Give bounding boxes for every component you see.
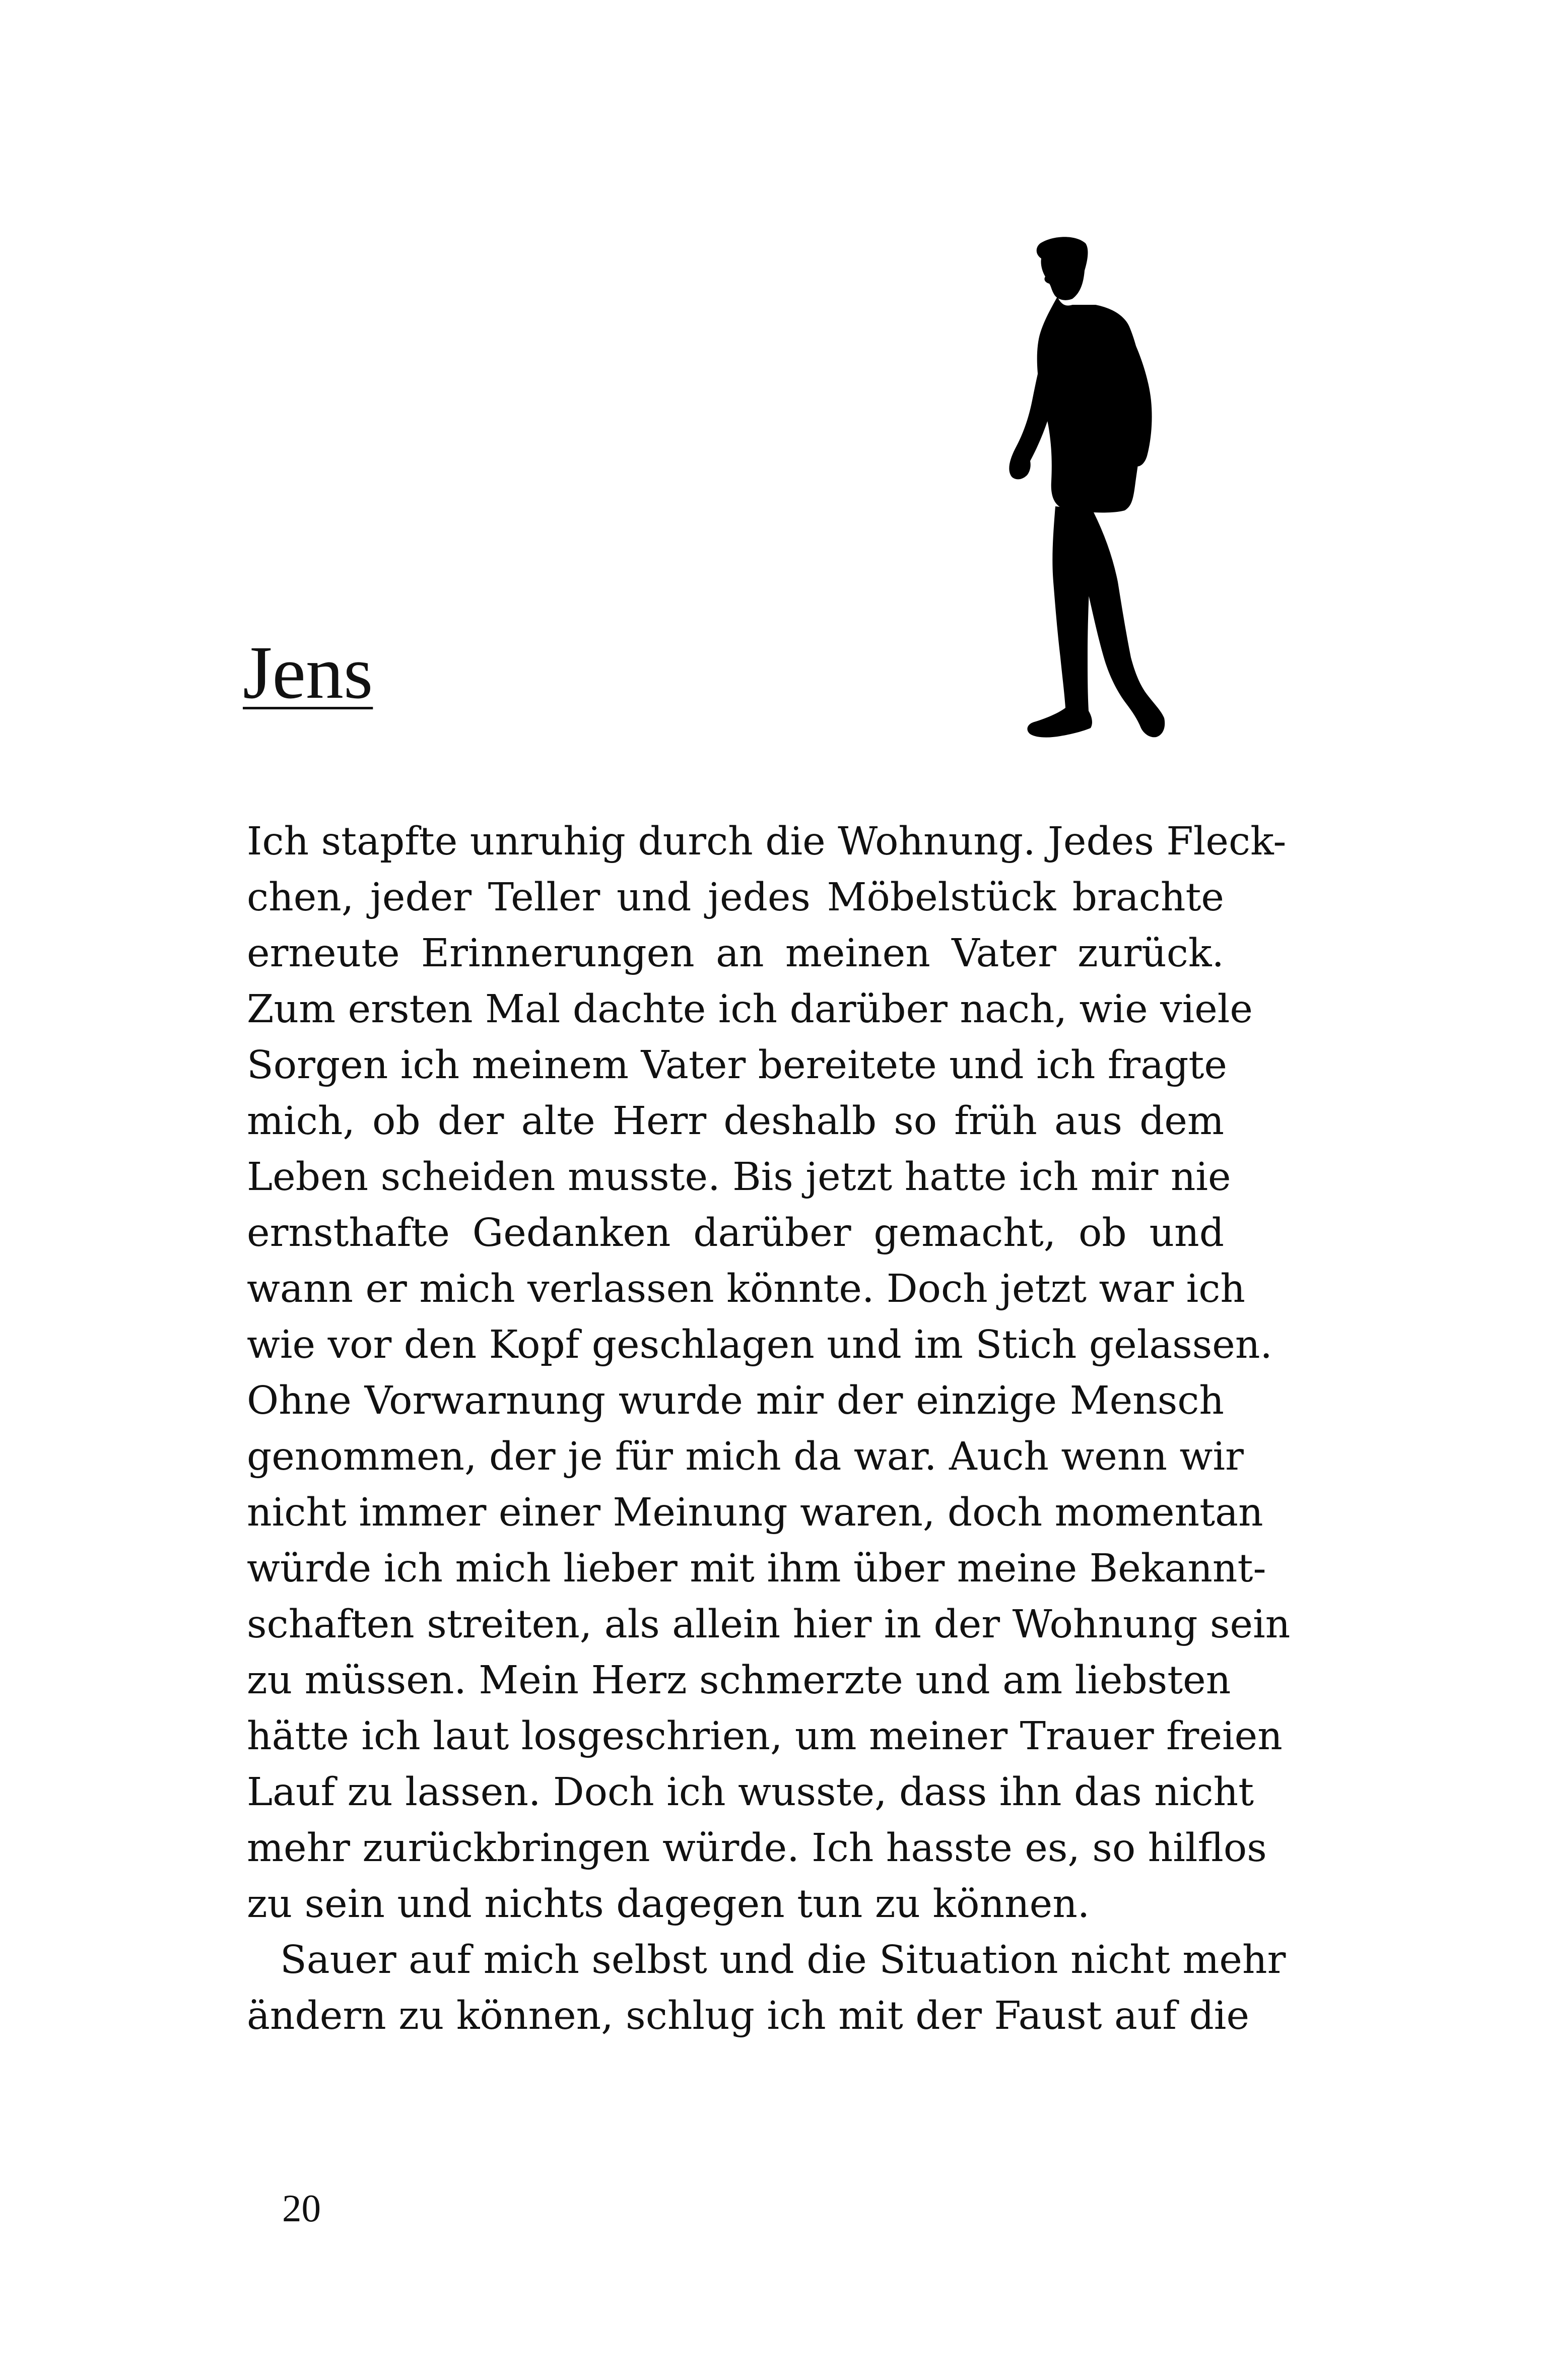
text-line: hätte ich laut losgeschrien, um meiner Trauer freien	[247, 1714, 1283, 1759]
text-line: zu sein und nichts dagegen tun zu können.	[247, 1882, 1090, 1927]
text-line: Lauf zu lassen. Doch ich wusste, dass ihn das nicht	[247, 1770, 1254, 1815]
text-line: erneute Erinnerungen an meinen Vater zurück.	[247, 931, 1224, 976]
silhouette-torso	[1037, 297, 1146, 512]
chapter-title: Jens	[243, 631, 373, 714]
text-line: mehr zurückbringen würde. Ich hasste es, so hilflos	[247, 1826, 1267, 1871]
paragraph-1	[247, 814, 1291, 1932]
paragraph-2	[247, 1932, 1286, 2044]
text-line: chen, jeder Teller und jedes Möbelstück brachte	[247, 875, 1224, 920]
text-line: genommen, der je für mich da war. Auch wenn wir	[247, 1434, 1244, 1479]
text-line: Sorgen ich meinem Vater bereitete und ich fragte	[247, 1043, 1227, 1088]
text-line: ernsthafte Gedanken darüber gemacht, ob und	[247, 1211, 1224, 1255]
text-line: mich, ob der alte Herr deshalb so früh aus dem	[247, 1099, 1224, 1144]
text-line: Ohne Vorwarnung wurde mir der einzige Mensch	[247, 1378, 1224, 1423]
silhouette-head	[1037, 237, 1088, 300]
body-text	[247, 814, 1291, 2044]
text-line: schaften streiten, als allein hier in der Wohnung sein	[247, 1602, 1291, 1647]
text-line: nicht immer einer Meinung waren, doch momentan	[247, 1490, 1263, 1535]
text-line: wie vor den Kopf geschlagen und im Stich gelassen.	[247, 1323, 1272, 1367]
page-number: 20	[282, 2187, 321, 2230]
text-line: ändern zu können, schlug ich mit der Faust auf die	[247, 1994, 1250, 2038]
walking-man-silhouette-icon	[1005, 234, 1181, 748]
silhouette-front-leg	[1027, 506, 1092, 738]
text-line: zu müssen. Mein Herz schmerzte und am liebsten	[247, 1658, 1231, 1703]
text-line: wann er mich verlassen könnte. Doch jetzt war ich	[247, 1267, 1245, 1311]
text-line: würde ich mich lieber mit ihm über meine Bekannt-	[247, 1546, 1266, 1591]
text-line: Ich stapfte unruhig durch die Wohnung. Jedes Fleck-	[247, 819, 1287, 864]
text-line: Leben scheiden musste. Bis jetzt hatte ich mir nie	[247, 1155, 1231, 1200]
text-line: Zum ersten Mal dachte ich darüber nach, wie viele	[247, 987, 1253, 1032]
text-line: Sauer auf mich selbst und die Situation nicht mehr	[280, 1938, 1286, 1982]
